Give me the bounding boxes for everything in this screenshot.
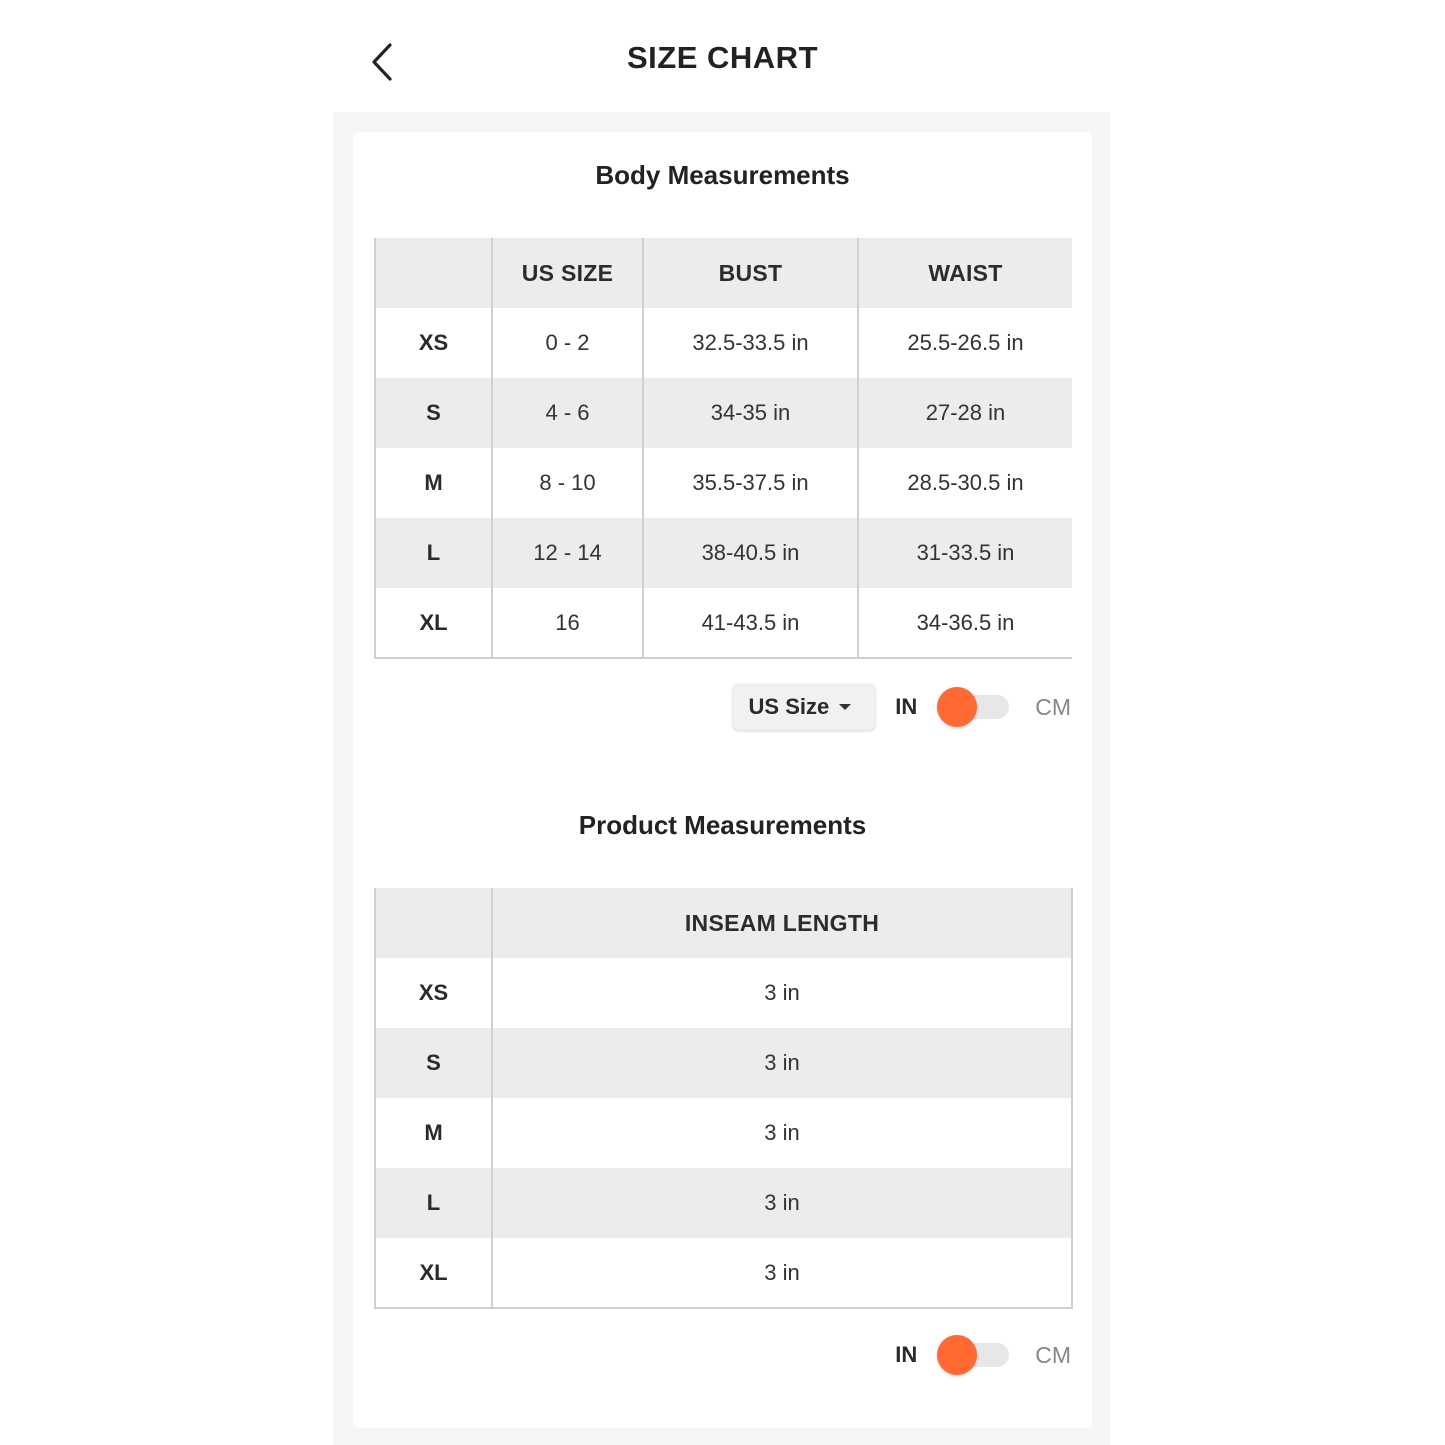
product-measurements-table [374,888,1073,1309]
bust-cell: 32.5-33.5 in [643,308,858,378]
column-header-us-size: US SIZE [492,238,643,308]
column-header-size [375,888,492,958]
us-size-cell: 12 - 14 [492,518,643,588]
inseam-cell: 3 in [492,1168,1072,1238]
unit-label-cm: CM [1035,1341,1071,1368]
unit-label-in: IN [895,694,918,719]
header [0,0,1445,112]
size-system-dropdown-label: US Size [748,694,830,719]
size-cell: XL [375,588,492,658]
us-size-cell: 16 [492,588,643,658]
body-measurements-title: Body Measurements [595,160,850,190]
table-row [375,518,1072,588]
body-measurements-table [374,238,1072,659]
size-cell: M [375,448,492,518]
bust-cell: 34-35 in [643,378,858,448]
product-measurements-title: Product Measurements [578,810,867,840]
inseam-cell: 3 in [492,1238,1072,1308]
size-cell: L [375,1168,492,1238]
waist-cell: 31-33.5 in [858,518,1072,588]
waist-cell: 25.5-26.5 in [858,308,1072,378]
column-header-inseam-length: INSEAM LENGTH [492,888,1072,958]
table-row [375,1238,1072,1308]
column-header-bust: BUST [643,238,858,308]
size-cell: S [375,1028,492,1098]
column-header-waist: WAIST [858,238,1072,308]
waist-cell: 28.5-30.5 in [858,448,1072,518]
inseam-cell: 3 in [492,958,1072,1028]
unit-toggle-product[interactable] [937,1340,1009,1370]
page-title: SIZE CHART [627,40,818,75]
bust-cell: 41-43.5 in [643,588,858,658]
table-row [375,378,1072,448]
unit-label-cm: CM [1035,693,1071,720]
table-row [375,588,1072,658]
size-cell: XS [375,308,492,378]
product-measurements-controls [895,1340,1071,1370]
waist-cell: 34-36.5 in [858,588,1072,658]
waist-cell: 27-28 in [858,378,1072,448]
size-cell: M [375,1098,492,1168]
size-cell: S [375,378,492,448]
caret-down-icon [839,704,851,710]
us-size-cell: 4 - 6 [492,378,643,448]
toggle-knob [937,1335,977,1375]
us-size-cell: 8 - 10 [492,448,643,518]
table-row [375,1098,1072,1168]
unit-toggle-body[interactable] [937,692,1009,722]
table-row [375,308,1072,378]
bust-cell: 38-40.5 in [643,518,858,588]
table-row [375,448,1072,518]
inseam-cell: 3 in [492,1028,1072,1098]
us-size-cell: 0 - 2 [492,308,643,378]
toggle-knob [937,687,977,727]
table-header-row [375,888,1072,958]
size-cell: L [375,518,492,588]
table-header-row [375,238,1072,308]
table-row [375,1168,1072,1238]
unit-label-in: IN [895,1342,918,1367]
bust-cell: 35.5-37.5 in [643,448,858,518]
size-cell: XL [375,1238,492,1308]
inseam-cell: 3 in [492,1098,1072,1168]
table-row [375,958,1072,1028]
table-row [375,1028,1072,1098]
size-cell: XS [375,958,492,1028]
size-system-dropdown[interactable] [733,684,876,730]
body-measurements-controls [733,684,1071,730]
column-header-size [375,238,492,308]
